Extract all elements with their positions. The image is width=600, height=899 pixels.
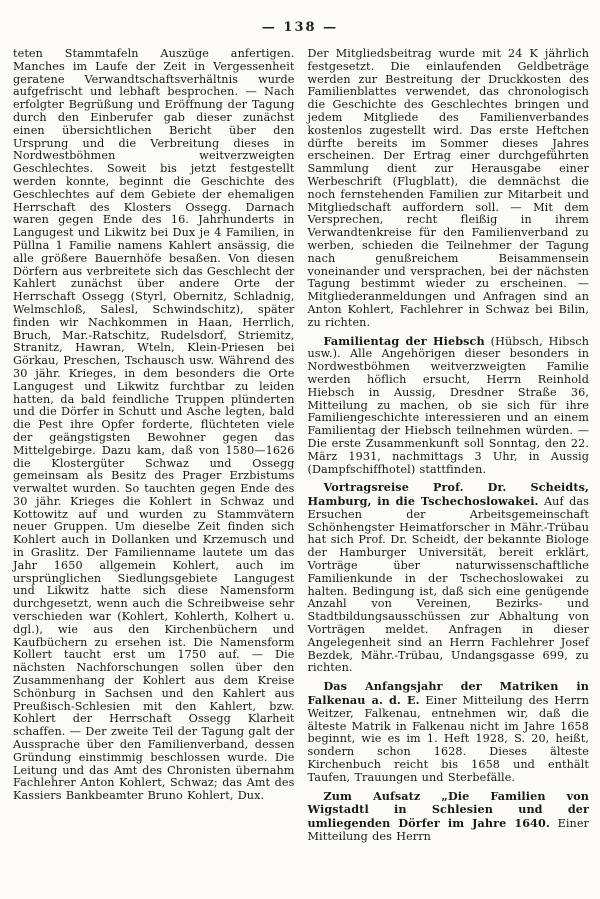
vortragsreise-scheidt-heading: Vortragsreise Prof. Dr. Scheidts, Hamburg, in die Tschechoslowakei. bbox=[307, 480, 589, 509]
left-column-paragraph-text: teten Stammtafeln Auszüge anfertigen. Manches im Laufe der Zeit in Vergessenheit geratene Verwandtschaftsverhältnis wurde aufgefrischt und lebhaft besprochen. — Nach erfolgter Begrüßung und Eröffnung der Tagung durch den Einberufer gab dieser zunächst einen übersichtlichen Bericht über den Ursprung und die Verbreitung dieses in Nordwestböhmen weitverzweigten Geschlechtes. Soweit bis jetzt festgestellt werden konnte, beginnt die Geschichte des Geschlechtes auf dem Gebiete der ehemaligen Herrschaft des Klosters Ossegg. Darnach waren gegen Ende des 16. Jahrhunderts in Langugest und Likwitz bei Dux je 4 Familien, in Püllna 1 Familie namens Kahlert ansässig, die alle größere Bauernhöfe besaßen. Von diesen Dörfern aus verbreitete sich das Geschlecht der Kahlert zunächst über andere Orte der Herrschaft Ossegg (Styrl, Obernitz, Schladnig, Welmschloß, Salesl, Schwindschitz), später finden wir Nachkommen in Haan, Herrlich, Bruch, Mar.-Ratschitz, Rudelsdorf, Striemitz, Stranitz, Hawran, Wteln, Klein-Priesen bei Görkau, Preschen, Tschausch usw. Während des 30 jähr. Krieges, in dem besonders die Orte Langugest und Likwitz furchtbar zu leiden hatten, da bald feindliche Truppen plünderten und die Dörfer in Schutt und Asche legten, bald die Pest ihre Opfer forderte, flüchteten viele der geängstigsten Bewohner gegen das Mittelgebirge. Dazu kam, daß von 1580—1626 die Klostergüter Schwaz und Ossegg gemeinsam als Besitz des Prager Erzbistums verwaltet wurden. So tauchten gegen Ende des 30 jähr. Krieges die Kohlert in Schwaz und Kottowitz auf und wurden zu Stammvätern neuer Gruppen. Um dieselbe Zeit finden sich Kohlert auch in Dollanken und Krzemusch und in Graslitz. Der Familienname lautete um das Jahr 1650 allgemein Kohlert, auch im ursprünglichen Siedlungsgebiete Langugest und Likwitz hatte sich diese Namensform durchgesetzt, wenn auch die Schreibweise sehr verschieden war (Kohlert, Kohlerth, Kolhert u. dgl.), wie aus den Kirchenbüchern und Kaufbüchern zu ersehen ist. Die Namensform Kollert taucht erst um 1750 auf. — Die nächsten Nachforschungen sollen über den Zusammenhang der Kohlert aus dem Kreise Schönburg in Sachsen und den Kahlert aus Preußisch-Schlesien mit den Kahlert, bzw. Kohlert der Herrschaft Ossegg Klarheit schaffen. — Der zweite Teil der Tagung galt der Aussprache über den Familienverband, dessen Gründung einstimmig beschlossen wurde. Die Leitung und das Amt des Chronisten übernahm Fachlehrer Anton Kohlert, Schwaz; das Amt des Kassiers Bankbeamter Bruno Kohlert, Dux. bbox=[13, 47, 295, 803]
membership-fee-paragraph-text: Der Mitgliedsbeitrag wurde mit 24 K jährlich festgesetzt. Die einlaufenden Geldbeträge werden zur Bestreitung der Druckkosten des Familienblattes verwendet, das chronologisch die Geschichte des Geschlechtes bringen und jedem Mitgliede des Familienverbandes kostenlos zugestellt wird. Das erste Heftchen dürfte bereits im Sommer dieses Jahres erscheinen. Der Ertrag einer durchgeführten Sammlung dient zur Herausgabe einer Werbeschrift (Flugblatt), die demnächst die noch fernstehenden Familien zur Mitarbeit und Mitgliedschaft auffordern soll. — Mit dem Versprechen, recht fleißig in ihrem Verwandtenkreise für den Familienverband zu werben, schieden die Teilnehmer der Tagung nach genußreichem Beisammensein voneinander und versprachen, bei der nächsten Tagung bestimmt wieder zu erscheinen. — Mitgliederanmeldungen und Anfragen sind an Anton Kohlert, Fachlehrer in Schwaz bei Bilin, zu richten. bbox=[307, 47, 589, 329]
vortragsreise-scheidt-text: Auf das Ersuchen der Arbeitsgemeinschaft Schönhengster Heimatforscher in Mähr.-Trübau hat sich Prof. Dr. Scheidt, der bekannte Biologe der Hamburger Universität, bereit erklärt, Vorträge über naturwissenschaftliche Familienkunde in der Tschechoslowakei zu halten. Bedingung ist, daß sich eine genügende Anzahl von Vereinen, Bezirks- und Stadtbildungsausschüssen zur Abhaltung von Vorträgen meldet. Anfragen in dieser Angelegenheit sind an Herrn Fachlehrer Josef Bezdek, Mähr.-Trübau, Undangsgasse 699, zu richten. bbox=[307, 495, 589, 675]
familientag-hiebsch-heading: Familientag der Hiebsch bbox=[323, 333, 485, 348]
vortragsreise-scheidt-paragraph bbox=[308, 481, 590, 675]
two-column-layout bbox=[0, 35, 600, 844]
matriken-falkenau-text: Einer Mitteilung des Herrn Weitzer, Falkenau, entnehmen wir, daß die älteste Matrik in Falkenau nicht im Jahre 1658 beginnt, wie es im 1. Heft 1928, S. 20, heißt, sondern schon 1628. Dieses älteste Kirchenbuch reicht bis 1658 und enthält Taufen, Trauungen und Sterbefälle. bbox=[307, 694, 589, 784]
familientag-hiebsch-paragraph bbox=[308, 335, 590, 477]
wigstadtl-aufsatz-paragraph bbox=[308, 790, 590, 844]
left-column-paragraph bbox=[13, 48, 295, 803]
right-column bbox=[308, 48, 590, 844]
matriken-falkenau-paragraph bbox=[308, 680, 590, 784]
wigstadtl-aufsatz-heading: Zum Aufsatz „Die Familien von Wigstadtl in Schlesien und der umliegenden Dörfer im Jahre 1640. bbox=[307, 788, 589, 831]
wigstadtl-aufsatz-text: Einer Mitteilung des Herrn bbox=[307, 817, 589, 844]
familientag-hiebsch-text: (Hübsch, Hibsch usw.). Alle Angehörigen dieser besonders in Nordwestböhmen weitverzweigten Familie werden höflich ersucht, Herrn Reinhold Hiebsch in Aussig, Dresdner Straße 36, Mitteilung zu machen, ob sie sich für ihre Familiengeschichte interessieren und an einem Familientag der Hiebsch teilnehmen würden. — Die erste Zusammenkunft soll Sonntag, den 22. März 1931, nachmittags 3 Uhr, in Aussig (Dampfschiffhotel) stattfinden. bbox=[307, 334, 589, 476]
matriken-falkenau-heading: Das Anfangsjahr der Matriken in Falkenau a. d. E. bbox=[307, 679, 589, 708]
page-number: — 138 — bbox=[261, 20, 339, 35]
left-column bbox=[13, 48, 295, 844]
membership-fee-paragraph bbox=[308, 48, 590, 330]
